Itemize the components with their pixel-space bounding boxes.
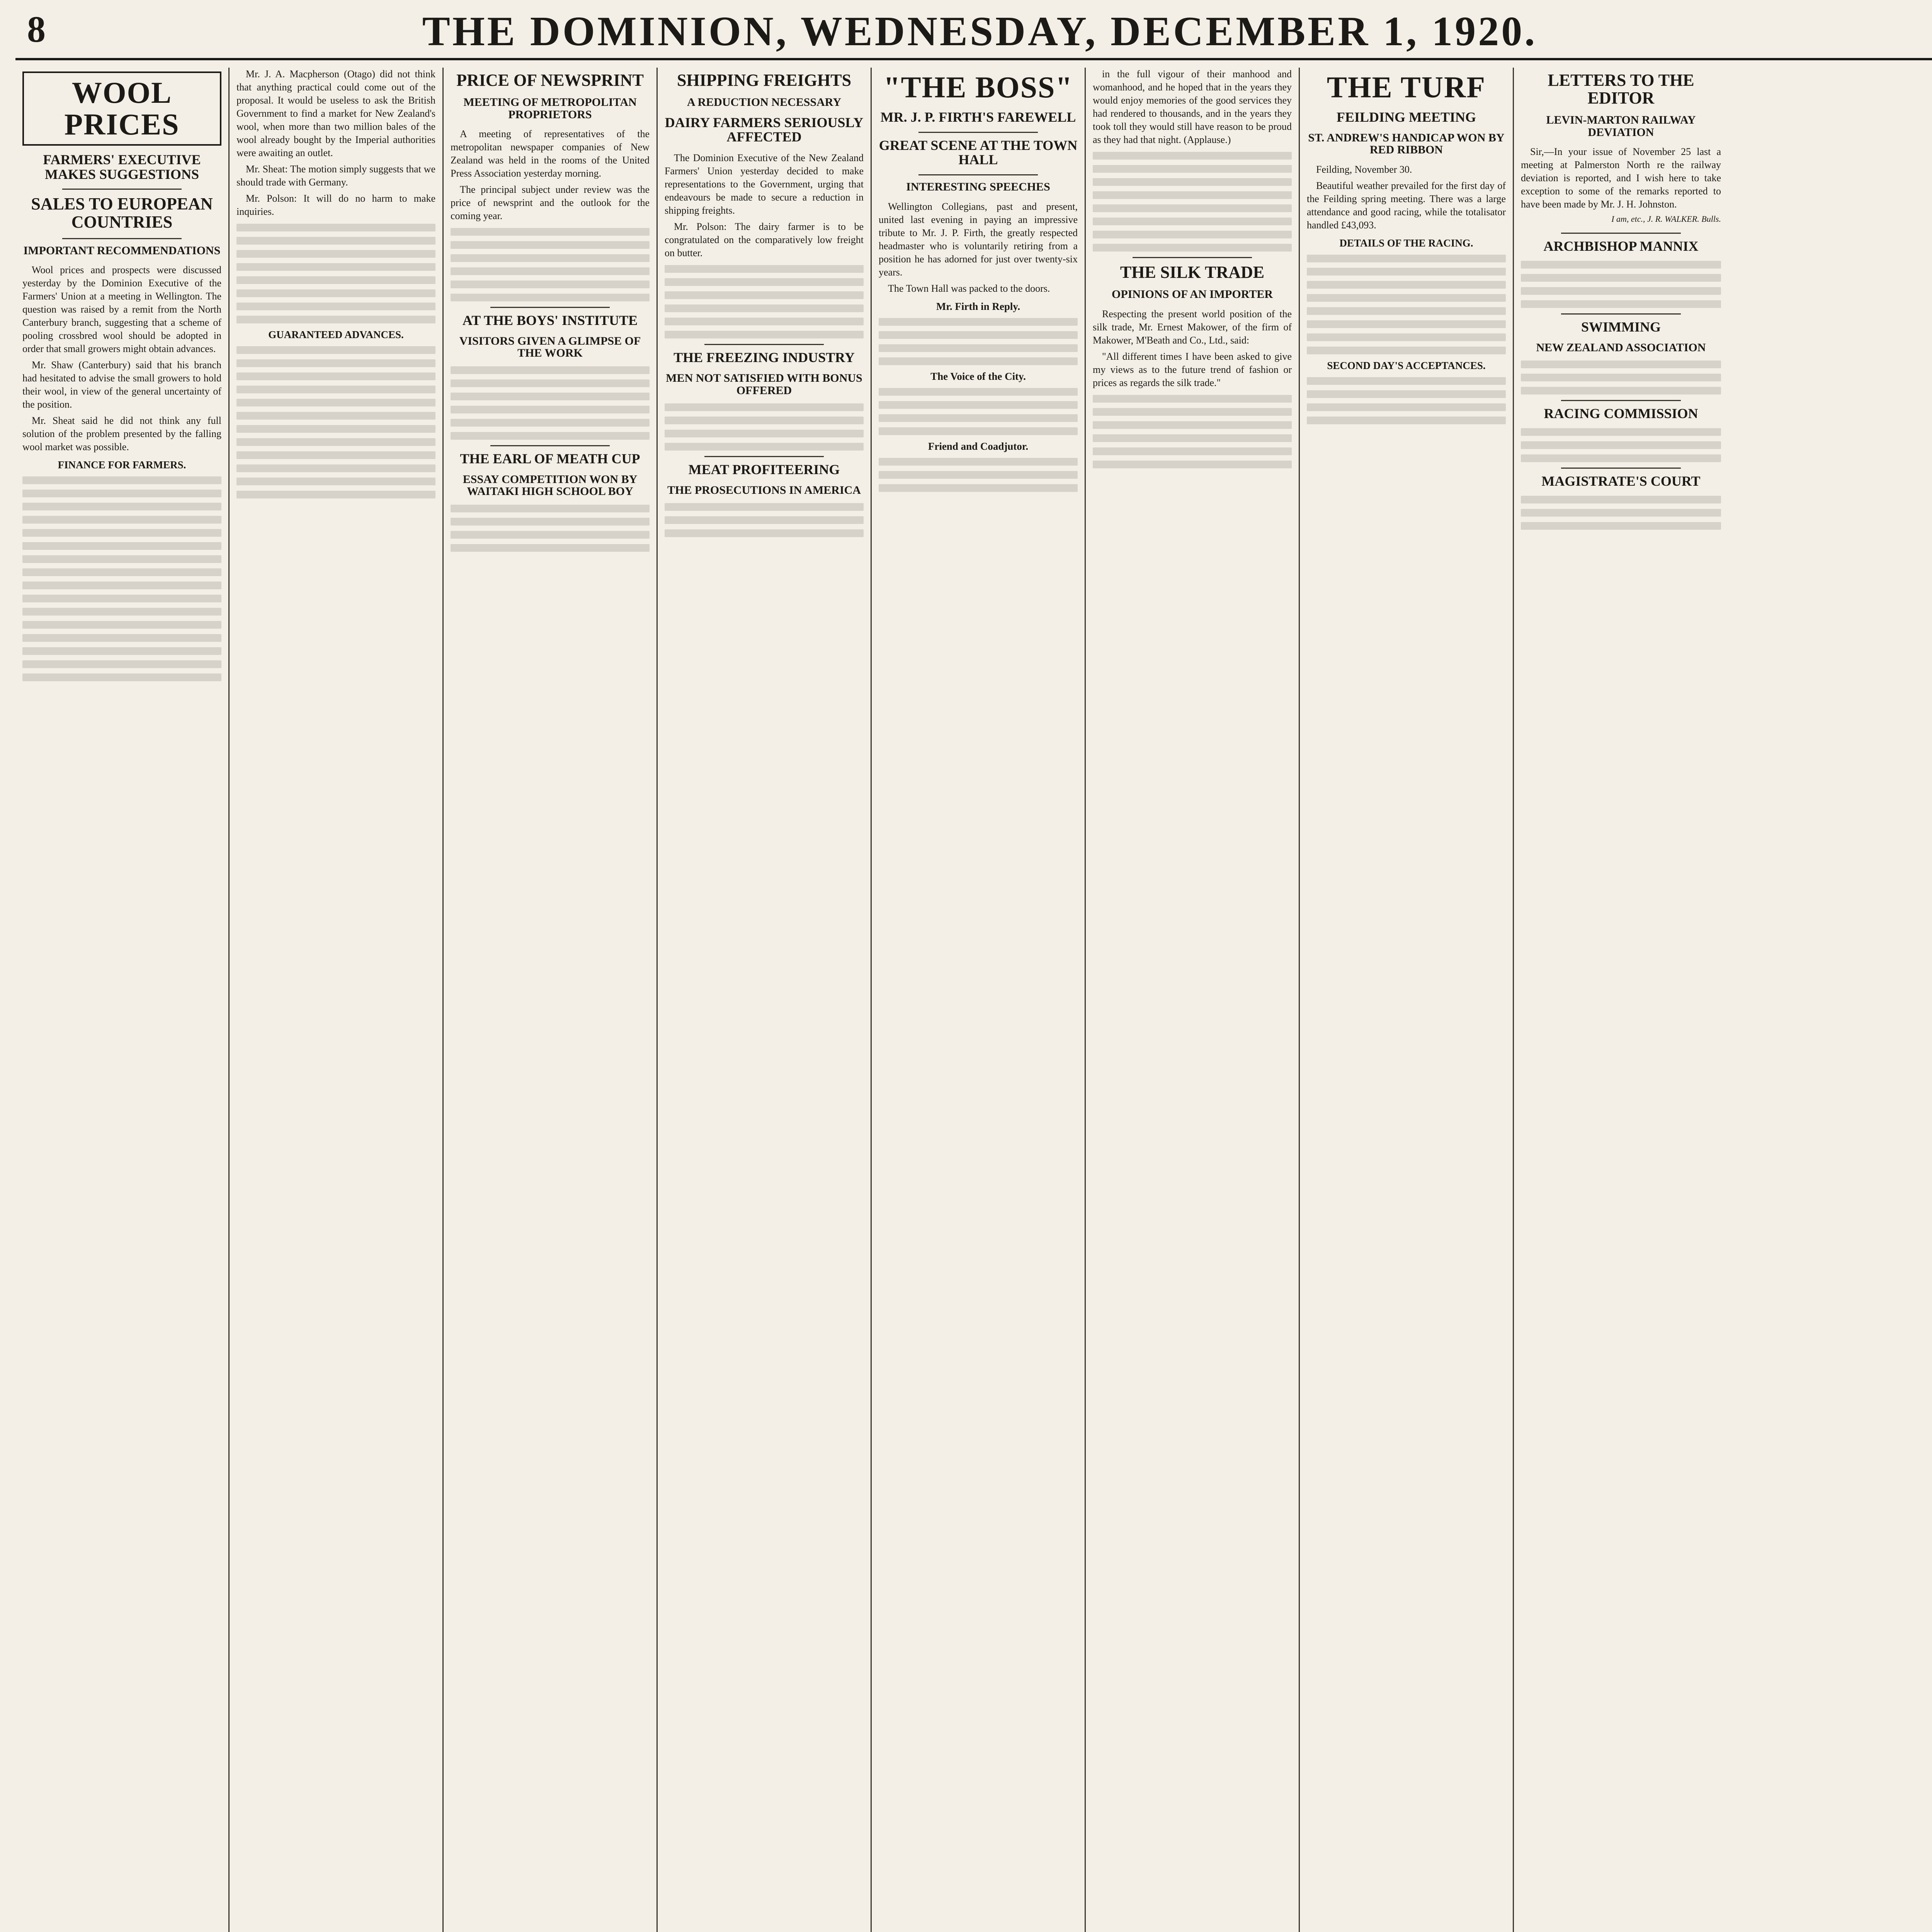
headline: THE SILK TRADE bbox=[1120, 263, 1265, 282]
body-text-block bbox=[665, 403, 864, 451]
body-text-block bbox=[1521, 428, 1721, 462]
letter-signature: I am, etc., J. R. WALKER. Bulls. bbox=[1611, 214, 1721, 224]
paragraph: Sir,—In your issue of November 25 last a meeting at Palmerston North re the railway deviation is reported, and I wish here to take exception to some of the remarks reported to have been made by Mr. J. H. Johnston. bbox=[1521, 146, 1721, 210]
divider bbox=[918, 174, 1038, 175]
paragraph: The Dominion Executive of the New Zealand Farmers' Union yesterday decided to make representations to the Government, urging that endeavours be made to secure a reduction in shipping freights. bbox=[665, 152, 864, 216]
paragraph: Beautiful weather prevailed for the first day of the Feilding spring meeting. There was a large attendance and good racing, while the totalisator handled £43,093. bbox=[1307, 180, 1506, 231]
paragraph: The principal subject under review was the price of newsprint and the outlook for the coming year. bbox=[451, 184, 650, 222]
paragraph: Mr. Sheat said he did not think any full solution of the problem presented by the falling wool market was possible. bbox=[22, 415, 221, 453]
headline: THE FREEZING INDUSTRY bbox=[673, 350, 855, 366]
section-subhead: Friend and Coadjutor. bbox=[928, 440, 1029, 452]
column-8 bbox=[1514, 68, 1728, 1932]
divider bbox=[918, 132, 1038, 133]
subheadline: OPINIONS OF AN IMPORTER bbox=[1111, 288, 1273, 301]
subheadline: SALES TO EUROPEAN COUNTRIES bbox=[31, 194, 213, 231]
body-text-block bbox=[1093, 152, 1292, 252]
headline: MAGISTRATE'S COURT bbox=[1541, 473, 1701, 489]
divider bbox=[704, 456, 824, 457]
paragraph: Respecting the present world position of the silk trade, Mr. Ernest Makower, of the firm of Makower, M'Beath and Co., Ltd., said: bbox=[1093, 308, 1292, 346]
newspaper-title: THE DOMINION, WEDNESDAY, DECEMBER 1, 1920. bbox=[422, 9, 1537, 54]
headline: "THE BOSS" bbox=[883, 70, 1073, 104]
paragraph: Mr. J. A. Macpherson (Otago) did not think that anything practical could come out of the proposal. It would be useless to ask the British Government to find a market for New Zealand's wool, when more than two million bales of the wool already bought by the Imperial authorities were awaiting an outlet. bbox=[236, 68, 435, 158]
page-number: 8 bbox=[27, 9, 46, 50]
body-text-block bbox=[451, 366, 650, 440]
column-3 bbox=[444, 68, 658, 1932]
body-text-block bbox=[879, 388, 1078, 435]
column-2 bbox=[230, 68, 444, 1932]
body-text-block bbox=[879, 458, 1078, 492]
paragraph: Mr. Sheat: The motion simply suggests that we should trade with Germany. bbox=[236, 163, 435, 188]
masthead-rule bbox=[15, 58, 1932, 60]
headline: SWIMMING bbox=[1581, 319, 1661, 335]
masthead bbox=[0, 0, 1932, 66]
subheadline: MEETING OF METROPOLITAN PROPRIETORS bbox=[463, 96, 637, 121]
subheadline: LEVIN-MARTON RAILWAY DEVIATION bbox=[1546, 114, 1696, 139]
column-1 bbox=[15, 68, 230, 1932]
divider bbox=[62, 238, 182, 239]
subheadline: MEN NOT SATISFIED WITH BONUS OFFERED bbox=[666, 372, 862, 397]
body-text-block bbox=[1307, 255, 1506, 354]
paragraph: Wellington Collegians, past and present, united last evening in paying an impressive tribute to Mr. J. P. Firth, the greatly respected headmaster who is voluntarily retiring from a position he has adorned for just over twenty-six years. bbox=[879, 201, 1078, 278]
paragraph: A meeting of representatives of the metropolitan newspaper companies of New Zealand was held in the rooms of the United Press Association yesterday morning. bbox=[451, 128, 650, 179]
headline: THE EARL OF MEATH CUP bbox=[460, 451, 640, 466]
subheadline: VISITORS GIVEN A GLIMPSE OF THE WORK bbox=[459, 334, 641, 360]
headline: SHIPPING FREIGHTS bbox=[677, 71, 852, 90]
divider bbox=[490, 307, 610, 308]
headline: PRICE OF NEWSPRINT bbox=[456, 71, 644, 90]
section-subhead: GUARANTEED ADVANCES. bbox=[268, 329, 404, 340]
headline: THE TURF bbox=[1327, 70, 1486, 104]
subheadline: ESSAY COMPETITION WON BY WAITAKI HIGH SCHOOL BOY bbox=[463, 473, 638, 498]
column-5 bbox=[872, 68, 1086, 1932]
subheadline: DAIRY FARMERS SERIOUSLY AFFECTED bbox=[665, 114, 864, 145]
subheadline: A REDUCTION NECESSARY bbox=[687, 96, 842, 109]
column-6 bbox=[1086, 68, 1300, 1932]
body-text-block bbox=[1521, 361, 1721, 395]
body-text-block bbox=[1093, 395, 1292, 468]
divider bbox=[704, 344, 824, 345]
divider bbox=[1133, 257, 1252, 258]
headline: RACING COMMISSION bbox=[1544, 406, 1698, 422]
paragraph: "All different times I have been asked to give my views as to the future trend of fashion or prices as regards the silk trade." bbox=[1093, 350, 1292, 388]
divider bbox=[62, 189, 182, 190]
section-subhead: SECOND DAY'S ACCEPTANCES. bbox=[1327, 359, 1486, 371]
paragraph: The Town Hall was packed to the doors. bbox=[888, 282, 1050, 294]
subheadline: ST. ANDREW'S HANDICAP WON BY RED RIBBON bbox=[1308, 131, 1505, 156]
body-text-block bbox=[665, 503, 864, 537]
column-7 bbox=[1300, 68, 1514, 1932]
body-text-block bbox=[236, 224, 435, 323]
divider bbox=[1561, 400, 1681, 401]
paragraph: Feilding, November 30. bbox=[1316, 163, 1412, 175]
divider bbox=[1561, 468, 1681, 469]
section-subhead: The Voice of the City. bbox=[930, 370, 1026, 382]
body-text-block bbox=[1521, 496, 1721, 530]
paragraph: in the full vigour of their manhood and womanhood, and he hoped that in the years they would enjoy memories of the good services they had rendered to thousands, and in the years they took toll they would still have reason to be proud as they had that night. (Applause.) bbox=[1093, 68, 1292, 145]
subheadline: INTERESTING SPEECHES bbox=[906, 180, 1050, 194]
section-subhead: FINANCE FOR FARMERS. bbox=[58, 459, 186, 471]
column-4 bbox=[658, 68, 872, 1932]
body-text-block bbox=[451, 228, 650, 301]
subheadline: IMPORTANT RECOMMENDATIONS bbox=[23, 244, 221, 257]
body-text-block bbox=[236, 346, 435, 498]
divider bbox=[490, 445, 610, 446]
subheadline: GREAT SCENE AT THE TOWN HALL bbox=[879, 137, 1078, 168]
subheadline: NEW ZEALAND ASSOCIATION bbox=[1536, 341, 1706, 354]
paragraph: Wool prices and prospects were discussed yesterday by the Dominion Executive of the Farmers' Union at a meeting in Wellington. The question was raised by a remit from the North Canterbury branch, suggesting that a scheme of pooling crossbred wool should be adopted in order that small growers might obtain advances. bbox=[22, 264, 221, 355]
columns-grid bbox=[15, 68, 1932, 1932]
body-text-block bbox=[1521, 261, 1721, 308]
divider bbox=[1561, 313, 1681, 315]
subheadline: FARMERS' EXECUTIVE MAKES SUGGESTIONS bbox=[43, 151, 201, 182]
headline: WOOL PRICES bbox=[22, 71, 221, 146]
headline: LETTERS TO THE EDITOR bbox=[1548, 71, 1694, 108]
subheadline: THE PROSECUTIONS IN AMERICA bbox=[667, 483, 861, 497]
body-text-block bbox=[22, 476, 221, 681]
body-text-block bbox=[451, 505, 650, 552]
paragraph: Mr. Polson: The dairy farmer is to be congratulated on the comparatively low freight on butter. bbox=[665, 221, 864, 259]
body-text-block bbox=[879, 318, 1078, 365]
headline: AT THE BOYS' INSTITUTE bbox=[462, 313, 638, 328]
subheadline: MR. J. P. FIRTH'S FAREWELL bbox=[880, 109, 1076, 125]
section-subhead: Mr. Firth in Reply. bbox=[936, 300, 1020, 312]
section-subhead: DETAILS OF THE RACING. bbox=[1339, 237, 1473, 249]
paragraph: Mr. Polson: It will do no harm to make inquiries. bbox=[236, 193, 435, 217]
subheadline: FEILDING MEETING bbox=[1336, 109, 1476, 125]
headline: MEAT PROFITEERING bbox=[688, 462, 840, 478]
body-text-block bbox=[665, 265, 864, 338]
headline: ARCHBISHOP MANNIX bbox=[1543, 238, 1699, 254]
paragraph: Mr. Shaw (Canterbury) said that his branch had hesitated to advise the small growers to hold their wool, in view of the general uncertainty of the position. bbox=[22, 359, 221, 410]
body-text-block bbox=[1307, 377, 1506, 424]
divider bbox=[1561, 233, 1681, 234]
